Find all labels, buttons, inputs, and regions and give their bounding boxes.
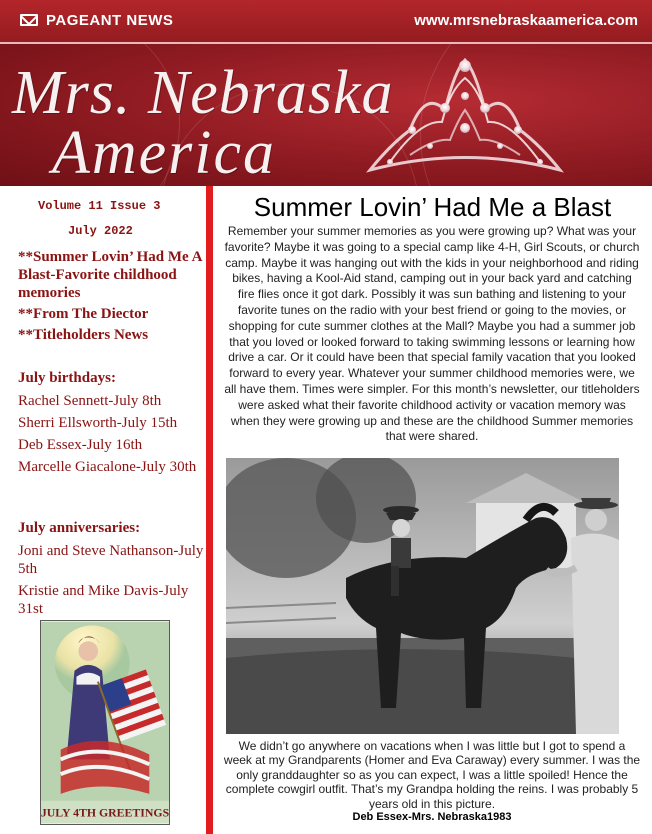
article-body: Remember your summer memories as you were growing up? What was your favorite? Maybe it was going to a special camp like 4-H, Girl Scouts, or church camp. Maybe it was hanging out with the kids in your neighborhood and riding bikes, having a Kool-Aid stand, camping out in your back yard and catching fire flies once it got dark. Possibly it was sun bathing and listening to your favorite tunes on the radio with your best friend or going to the movies, or shopping for cute summer clothes at the Mall? Maybe you had a summer job that you loved or looked forward to taking swimming lessons or learning how drive a car. Or it could have been that special family vacation that you looked forward to every year. Whatever your summer childhood memories were, we all have them. Times were simpler. For this month’s newsletter, our titleholders were asked what their favorite childhood activity or vacation memory was when they were growing up and these are the childhood Summer memories that were shared. (224, 224, 640, 444)
sidebar (0, 186, 206, 834)
column-divider (206, 186, 213, 834)
birthday-item: Deb Essex-July 16th (18, 437, 143, 453)
tiara-crown-icon (350, 50, 580, 180)
table-of-contents (18, 248, 204, 347)
pageant-news-label: PAGEANT NEWS (46, 12, 174, 29)
article (213, 186, 652, 834)
photo-caption: We didn’t go anywhere on vacations when I was little but I got to spend a week at my Grandparents (Homer and Eva Caraway) every summer. I was the only granddaughter so as you can expect, I was a little spoiled! Hence the complete cowgirl outfit. That’s my Grandpa holding the reins. I was probably 5 years old in this picture. (223, 739, 641, 811)
masthead-title-line2: America (52, 119, 277, 186)
birthday-item: Rachel Sennett-July 8th (18, 393, 162, 409)
anniversary-item: Joni and Steve Nathanson-July 5th (18, 543, 204, 577)
issue-date: July 2022 (68, 224, 133, 238)
birthdays-heading: July birthdays: (18, 370, 116, 386)
july-4th-postcard-image (40, 620, 170, 825)
volume-issue: Volume 11 Issue 3 (38, 199, 161, 213)
masthead-banner (0, 44, 652, 186)
anniversary-item: Kristie and Mike Davis-July 31st (18, 583, 189, 617)
birthdays-list (18, 392, 204, 480)
anniversaries-list (18, 542, 204, 622)
article-headline: Summer Lovin’ Had Me a Blast (253, 192, 612, 222)
toc-item[interactable]: **Titleholders News (18, 327, 149, 343)
newsletter-top-bar (0, 0, 652, 44)
toc-item[interactable]: **From The Diector (18, 306, 149, 322)
website-url[interactable]: www.mrsnebraskaamerica.com (414, 12, 638, 29)
vintage-cowgirl-horse-photo (226, 458, 619, 734)
postcard-greeting: JULY 4TH GREETINGS (40, 805, 170, 820)
birthday-item: Sherri Ellsworth-July 15th (18, 415, 178, 431)
masthead-title-line1: Mrs. Nebraska (12, 59, 394, 127)
birthday-item: Marcelle Giacalone-July 30th (18, 459, 197, 475)
anniversaries-heading: July anniversaries: (18, 520, 141, 536)
caption-signature: Deb Essex-Mrs. Nebraska1983 (352, 811, 512, 823)
mail-icon (20, 14, 38, 26)
toc-item[interactable]: **Summer Lovin’ Had Me A Blast-Favorite childhood memories (18, 249, 202, 301)
